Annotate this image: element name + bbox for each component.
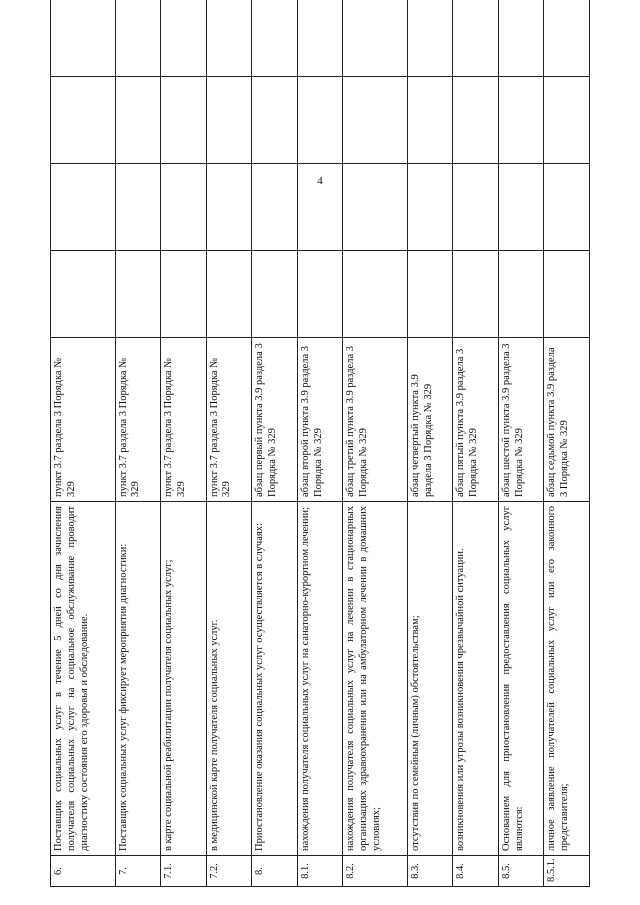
row-reference: пункт 3.7 раздела 3 Порядка № 329: [115, 338, 161, 502]
table-row: [115, 0, 161, 887]
empty-cell: [343, 0, 408, 77]
empty-cell: [206, 251, 252, 338]
empty-cell: [297, 251, 343, 338]
empty-cell: [206, 77, 252, 164]
empty-cell: [206, 0, 252, 77]
table-row: [297, 0, 343, 887]
row-reference: абзац второй пункта 3.9 раздела 3 Порядка № 329: [297, 338, 343, 502]
table-row: [343, 0, 408, 887]
empty-cell: [544, 0, 590, 77]
empty-cell: [343, 251, 408, 338]
row-number: 7.1.: [161, 856, 207, 887]
empty-cell: [252, 0, 298, 77]
empty-cell: [161, 251, 207, 338]
row-reference: пункт 3.7 раздела 3 Порядка № 329: [51, 338, 116, 502]
empty-cell: [453, 77, 499, 164]
row-number: 8.3.: [407, 856, 453, 887]
row-number: 8.5.: [498, 856, 544, 887]
row-description: отсутствия по семейным (личным) обстоятельствам;: [407, 502, 453, 856]
empty-cell: [343, 77, 408, 164]
row-description: нахождения получателя социальных услуг на санаторно-курортном лечении;: [297, 502, 343, 856]
empty-cell: [498, 164, 544, 251]
row-number: 8.4.: [453, 856, 499, 887]
empty-cell: [51, 251, 116, 338]
table-body: [51, 0, 590, 887]
empty-cell: [453, 164, 499, 251]
rotated-table-container: [50, 17, 590, 887]
empty-cell: [407, 77, 453, 164]
empty-cell: [544, 251, 590, 338]
row-description: личное заявление получателей социальных услуг или его законного представителя;: [544, 502, 590, 856]
row-number: 8.1.: [297, 856, 343, 887]
row-reference: абзац третий пункта 3.9 раздела 3 Порядка № 329: [343, 338, 408, 502]
empty-cell: [498, 251, 544, 338]
empty-cell: [161, 0, 207, 77]
table-row: [498, 0, 544, 887]
empty-cell: [51, 164, 116, 251]
row-number: 8.: [252, 856, 298, 887]
row-reference: абзац седьмой пункта 3.9 раздела 3 Порядка № 329: [544, 338, 590, 502]
empty-cell: [453, 0, 499, 77]
empty-cell: [115, 251, 161, 338]
empty-cell: [498, 77, 544, 164]
row-reference: абзац первый пункта 3.9 раздела 3 Порядка № 329: [252, 338, 298, 502]
empty-cell: [407, 164, 453, 251]
row-number: 6.: [51, 856, 116, 887]
table-row: [453, 0, 499, 887]
compliance-table: [50, 0, 590, 887]
row-description: Поставщик социальных услуг в течение 5 дней со дня зачисления получателя социальных услуг на социальное обслуживание проводит диагностику состояния его здоровья и обследование.: [51, 502, 116, 856]
empty-cell: [115, 164, 161, 251]
table-row: [51, 0, 116, 887]
row-number: 8.2.: [343, 856, 408, 887]
empty-cell: [453, 251, 499, 338]
table-row: [206, 0, 252, 887]
table-row: [407, 0, 453, 887]
empty-cell: [51, 0, 116, 77]
empty-cell: [407, 251, 453, 338]
empty-cell: [297, 0, 343, 77]
empty-cell: [343, 164, 408, 251]
row-reference: абзац четвертый пункта 3.9 раздела 3 Порядка № 329: [407, 338, 453, 502]
row-reference: абзац шестой пункта 3.9 раздела 3 Порядка № 329: [498, 338, 544, 502]
empty-cell: [297, 164, 343, 251]
empty-cell: [252, 77, 298, 164]
empty-cell: [544, 77, 590, 164]
row-description: в медицинской карте получателя социальных услуг.: [206, 502, 252, 856]
empty-cell: [51, 77, 116, 164]
row-reference: пункт 3.7 раздела 3 Порядка № 329: [161, 338, 207, 502]
row-description: нахождения получателя социальных услуг на лечении в стационарных организациях здравоохранения или на амбулаторном лечении в домашних условиях;: [343, 502, 408, 856]
empty-cell: [544, 164, 590, 251]
row-reference: пункт 3.7 раздела 3 Порядка № 329: [206, 338, 252, 502]
row-number: 7.2.: [206, 856, 252, 887]
row-number: 7.: [115, 856, 161, 887]
row-number: 8.5.1.: [544, 856, 590, 887]
empty-cell: [297, 77, 343, 164]
empty-cell: [206, 164, 252, 251]
empty-cell: [252, 164, 298, 251]
table-row: [544, 0, 590, 887]
empty-cell: [161, 77, 207, 164]
empty-cell: [115, 0, 161, 77]
empty-cell: [252, 251, 298, 338]
table-row: [252, 0, 298, 887]
empty-cell: [407, 0, 453, 77]
row-description: Поставщик социальных услуг фиксирует мероприятия диагностики:: [115, 502, 161, 856]
row-description: Приостановление оказания социальных услуг осуществляется в случаях:: [252, 502, 298, 856]
page-number: 4: [317, 175, 323, 187]
empty-cell: [161, 164, 207, 251]
empty-cell: [498, 0, 544, 77]
table-row: [161, 0, 207, 887]
row-description: в карте социальной реабилитации получателя социальных услуг;: [161, 502, 207, 856]
empty-cell: [115, 77, 161, 164]
row-reference: абзац пятый пункта 3.9 раздела 3 Порядка № 329: [453, 338, 499, 502]
row-description: Основанием для приостановления предоставления социальных услуг являются:: [498, 502, 544, 856]
row-description: возникновения или угрозы возникновения чрезвычайной ситуации.: [453, 502, 499, 856]
